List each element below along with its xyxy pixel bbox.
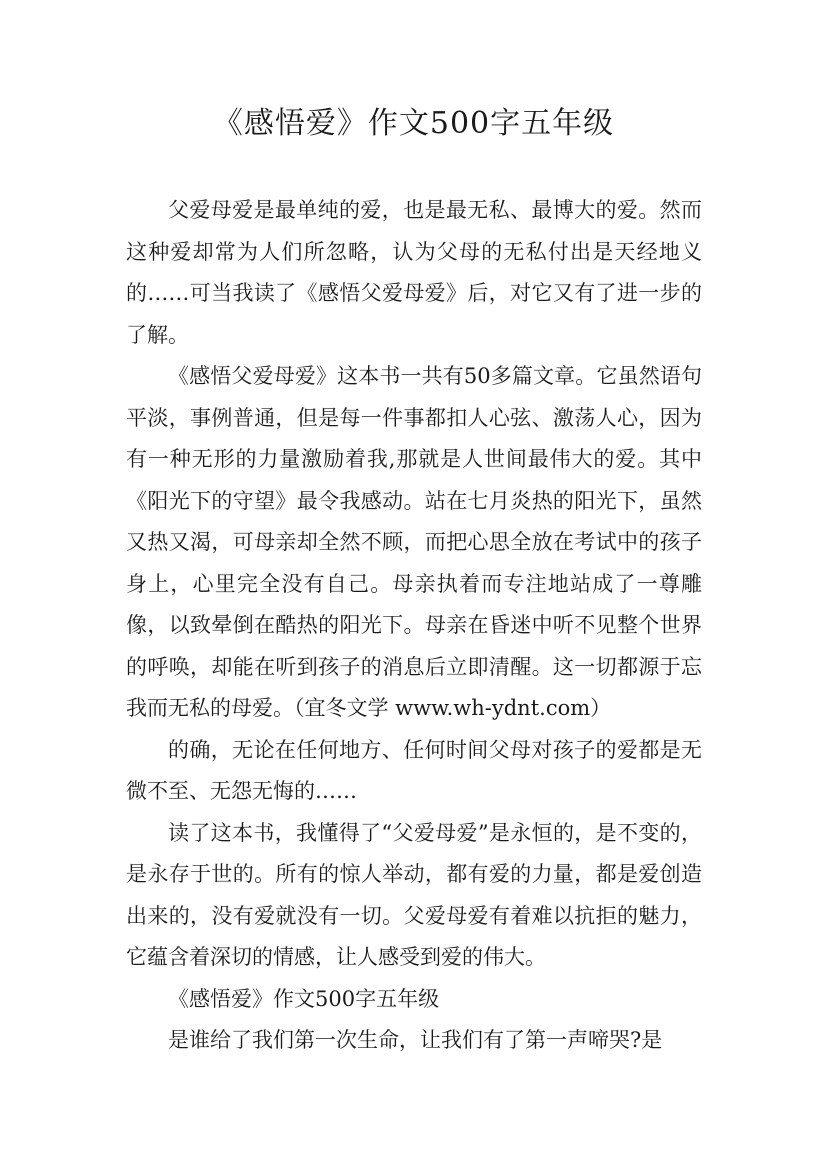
paragraph-4: 读了这本书，我懂得了“父爱母爱”是永恒的，是不变的，是永存于世的。所有的惊人举动，都有爱的力量，都是爱创造出来的，没有爱就没有一切。父爱母爱有着难以抗拒的魅力，它蕴含着深切的情感，让人感受到爱的伟大。 [126, 820, 702, 969]
section-heading: 《感悟爱》作文500字五年级 [168, 986, 440, 1011]
document-body [126, 190, 702, 1062]
paragraph-1: 父爱母爱是最单纯的爱，也是最无私、最博大的爱。然而这种爱却常为人们所忽略，认为父母的无私付出是天经地义的……可当我读了《感悟父爱母爱》后，对它又有了进一步的了解。 [126, 198, 702, 347]
paragraph-5: 是谁给了我们第一次生命，让我们有了第一声啼哭?是 [168, 1028, 663, 1052]
paragraph-2: 《感悟父爱母爱》这本书一共有50多篇文章。它虽然语句平淡，事例普通，但是每一件事都扣人心弦、激荡人心，因为有一种无形的力量激励着我,那就是人世间最伟大的爱。其中《阳光下的守望》最令我感动。站在七月炎热的阳光下，虽然又热又渴，可母亲却全然不顾，而把心思全放在考试中的孩子身上，心里完全没有自己。母亲执着而专注地站成了一尊雕像，以致晕倒在酷热的阳光下。母亲在昏迷中听不见整个世界的呼唤，却能在听到孩子的消息后立即清醒。这一切都源于忘我而无私的母爱。（宜冬文学 www.wh-ydnt.com） [126, 364, 702, 720]
document-title: 《感悟爱》作文500字五年级 [212, 106, 615, 141]
paragraph-3: 的确，无论在任何地方、任何时间父母对孩子的爱都是无微不至、无怨无悔的…… [126, 737, 702, 803]
